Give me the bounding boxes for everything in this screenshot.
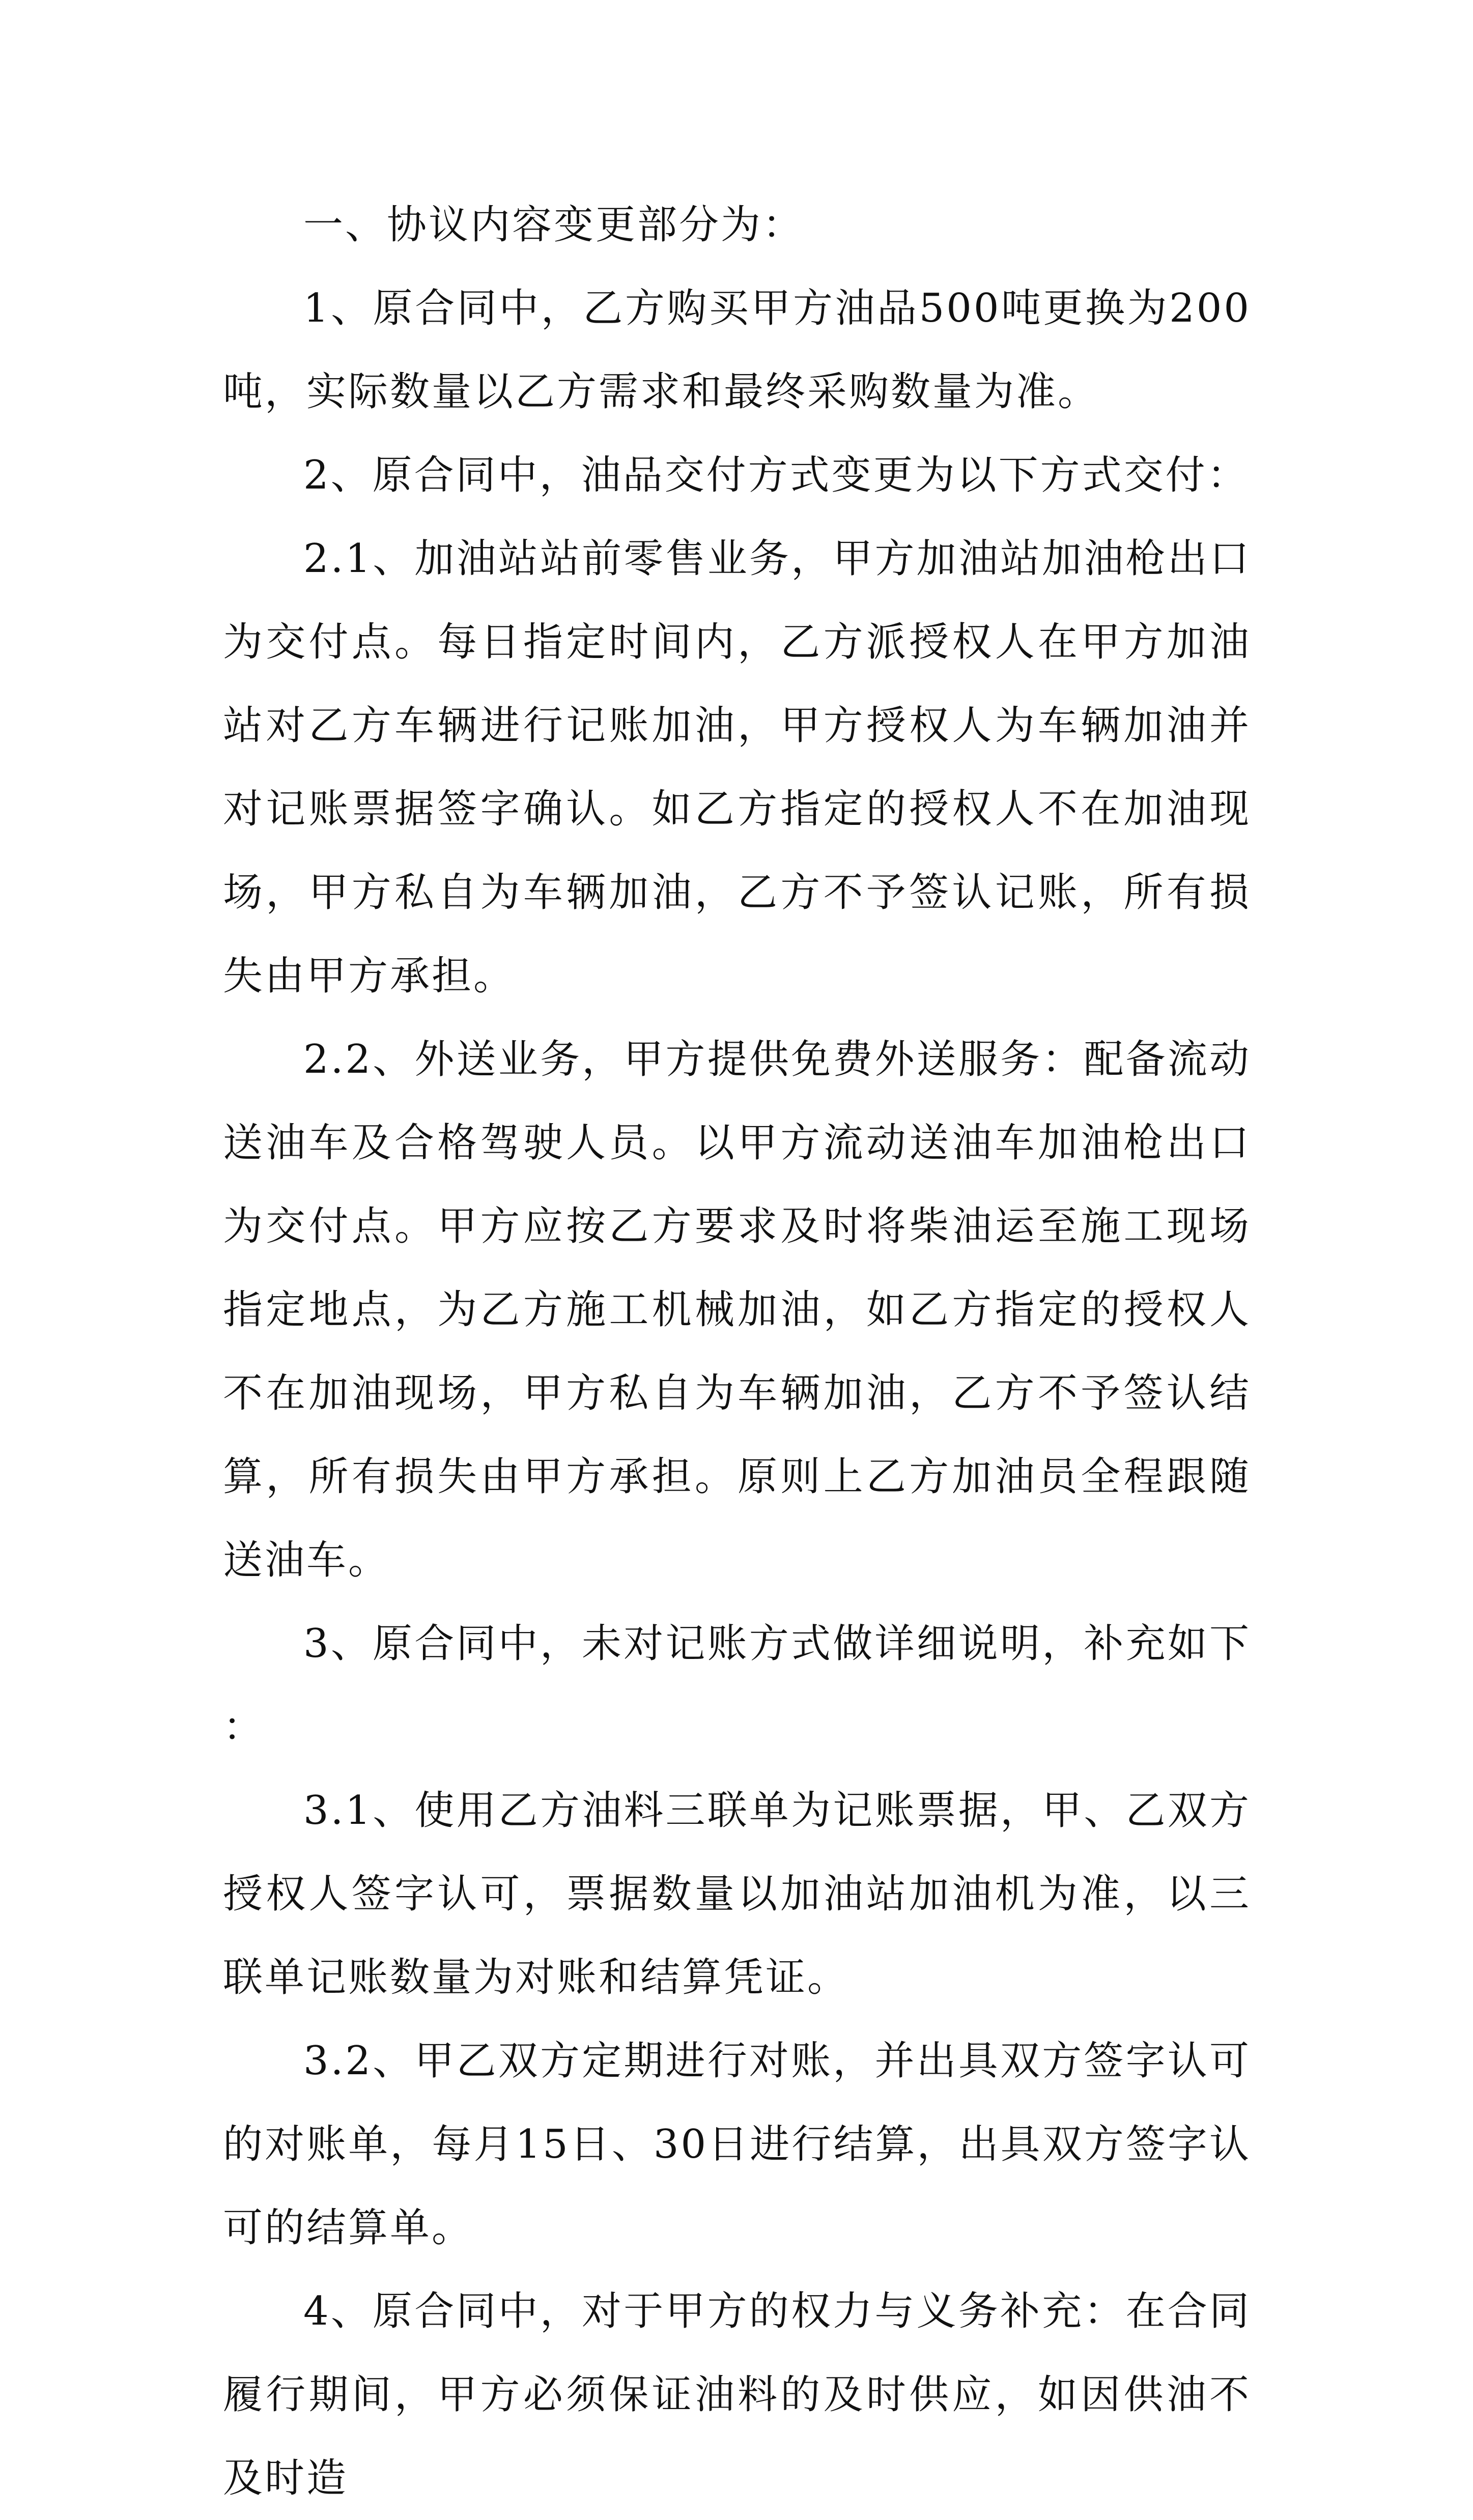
paragraph-item-2-2: 2.2、外送业务，甲方提供免费外送服务：配备流动送油车及合格驾驶人员。以甲方流动送油车加油枪出口为交付点。甲方应按乙方要求及时将柴油运至施工现场指定地点，为乙方施工机械加油，如乙方指定的授权人不在加油现场，甲方私自为车辆加油，乙方不予签认结算，所有损失由甲方承担。原则上乙方加油员全程跟随送油车。 — [223, 1037, 1251, 1583]
paragraph-item-2: 2、原合同中，油品交付方式变更为以下方式交付： — [303, 452, 1249, 498]
paragraph-item-4: 4、原合同中，对于甲方的权力与义务补充：在合同履行期间，甲方必须保证油料的及时供应，如因供油不及时造 — [223, 2288, 1251, 2501]
paragraph-item-3-1: 3.1、使用乙方油料三联单为记账票据，甲、乙双方授权人签字认可，票据数量以加油站加油机为准，以三联单记账数量为对账和结算凭证。 — [223, 1788, 1251, 2000]
paragraph-item-1: 1、原合同中，乙方购买甲方油品500吨更换为200吨，实际数量以乙方需求和最终采购数量为准。 — [223, 285, 1251, 415]
paragraph-item-3: 3、原合同中，未对记账方式做详细说明，补充如下： — [223, 1621, 1251, 1750]
paragraph-item-2-1: 2.1、加油站站前零售业务，甲方加油站加油枪出口为交付点。每日指定时间内，乙方派授权人在甲方加油站对乙方车辆进行记账加油，甲方授权人为车辆加油并对记账票据签字确认。如乙方指定的授权人不在加油现场，甲方私自为车辆加油，乙方不予签认记账，所有损失由甲方承担。 — [223, 536, 1251, 999]
paragraph-1-header: 一、协议内容变更部分为： — [303, 202, 805, 248]
document-body — [223, 183, 1251, 2520]
paragraph-item-3-2: 3.2、甲乙双方定期进行对账，并出具双方签字认可的对账单，每月15日、30日进行结算，出具双方签字认可的结算单。 — [223, 2038, 1251, 2251]
